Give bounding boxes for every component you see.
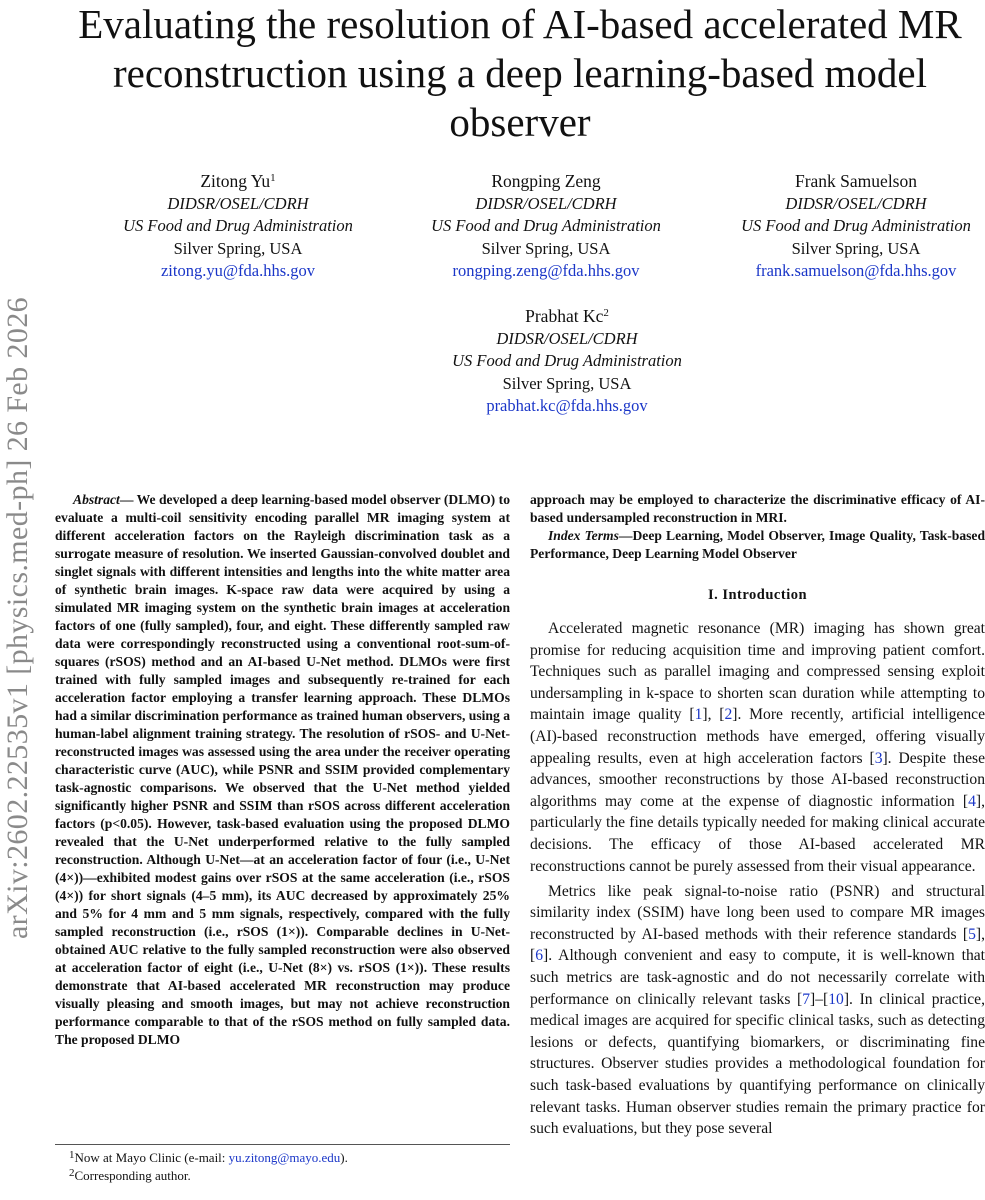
abstract-label: Abstract bbox=[73, 492, 120, 507]
author-email-link[interactable]: prabhat.kc@fda.hhs.gov bbox=[486, 396, 648, 415]
author-block bbox=[706, 170, 985, 283]
author-dept: DIDSR/OSEL/CDRH bbox=[475, 193, 617, 213]
index-terms-label: Index Terms bbox=[548, 528, 619, 543]
abstract-text: — We developed a deep learning-based model observer (DLMO) to evaluate a multi-coil sensitivity encoding parallel MR imaging system at different acceleration factors on the Rayleigh discrimination task as a surrogate measure of resolution. We inserted Gaussian-convolved doublet and singlet signals with different intensities and lengths into the white matter area of synthetic brain images. K-space raw data were acquired by using a simulated MR imaging system on the synthetic brain images at acceleration factors of one (fully sampled), four, and eight. These differently sampled raw data were correspondingly reconstructed using a conventional root-sum-of-squares (rSOS) method and an AI-based U-Net method. DLMOs were first trained with fully sampled images and subsequently re-trained for each acceleration factor employing a transfer learning approach. These DLMOs had a similar discrimination performance as trained human observers, using a human-label alignment training strategy. The resolution of rSOS- and U-Net-reconstructed images was assessed using the area under the receiver operating characteristic curve (AUC), while PSNR and SSIM provided complementary task-agnostic comparisons. We observed that the U-Net method yielded significantly higher PSNR and SSIM than rSOS across different acceleration factors (p<0.05). However, task-based evaluation using the proposed DLMO revealed that the U-Net underperformed relative to the fully sampled reconstruction. Although U-Net—at an acceleration factor of four (i.e., U-Net (4×))—exhibited modest gains over rSOS at the same acceleration (i.e., rSOS (4×)) for short signals (4–5 mm), its AUC decreased by approximately 25% and 5% for 4 mm and 5 mm signals, respectively, compared with the fully sampled reconstruction (i.e., rSOS (1×)). Comparable declines in U-Net-obtained AUC relative to the fully sampled reconstruction were also observed at acceleration factor of eight (i.e., U-Net (8×) vs. rSOS (1×)). These results demonstrate that AI-based accelerated MR reconstruction may produce visually pleasing and smooth images, but may not achieve reconstruction performance comparable to that of the rSOS method on fully sampled data. The proposed DLMO bbox=[55, 492, 510, 1047]
abstract bbox=[55, 491, 510, 1049]
author-name: Zitong Yu$^1$ bbox=[200, 171, 276, 191]
footnote: $^1$Now at Mayo Clinic (e-mail: yu.zitong@mayo.edu). bbox=[69, 1149, 348, 1165]
author-block bbox=[88, 170, 388, 283]
author-name: Prabhat Kc$^2$ bbox=[525, 306, 609, 326]
paragraph: Accelerated magnetic resonance (MR) imaging has shown great promise for reducing acquisition time and improving patient comfort. Techniques such as parallel imaging and compressed sensing exploit undersampling in k-space to shorten scan duration while attempting to maintain image quality [1], [2]. More recently, artificial intelligence (AI)-based reconstruction methods have emerged, offering visually appealing results, even at high acceleration factors [3]. Despite these advances, smoother reconstructions by those AI-based reconstruction algorithms may come at the expense of diagnostic information [4], particularly the fine details typically needed for making clinical accurate decisions. The efficacy of those AI-based accelerated MR reconstructions cannot be purely assessed from their visual appearance. bbox=[530, 620, 985, 875]
citation-link[interactable]: 3 bbox=[874, 749, 883, 767]
arxiv-id: arXiv:2602.22535v1 [physics.med-ph] 26 Feb 2026 bbox=[1, 296, 34, 940]
citation-link[interactable]: 7 bbox=[802, 990, 811, 1008]
section-heading: I. Introduction bbox=[707, 587, 808, 603]
citation-link[interactable]: 10 bbox=[828, 990, 844, 1008]
citation-link[interactable]: 4 bbox=[968, 792, 976, 810]
arxiv-sidebar bbox=[0, 238, 36, 998]
body-text bbox=[530, 618, 985, 1143]
author-org: US Food and Drug Administration bbox=[452, 351, 682, 370]
author-name: Rongping Zeng bbox=[491, 171, 601, 191]
author-org: US Food and Drug Administration bbox=[431, 216, 661, 235]
author-location: Silver Spring, USA bbox=[791, 238, 921, 258]
paper-title: Evaluating the resolution of AI-based accelerated MR reconstruction using a deep learning-based model observer bbox=[78, 1, 962, 145]
author-dept: DIDSR/OSEL/CDRH bbox=[785, 193, 927, 213]
index-terms bbox=[530, 527, 985, 563]
author-block bbox=[396, 170, 696, 283]
author-dept: DIDSR/OSEL/CDRH bbox=[496, 328, 638, 348]
index-terms-text: —Deep Learning, Model Observer, Image Quality, Task-based Performance, Deep Learning Model Observer bbox=[530, 528, 985, 561]
paragraph: Metrics like peak signal-to-noise ratio (PSNR) and structural similarity index (SSIM) have long been used to compare MR images reconstructed by AI-based methods with their reference standards [5], [6]. Although convenient and easy to compute, it is well-known that such metrics are task-agnostic and do not necessarily correlate with performance on clinically relevant tasks [7]–[10]. In clinical practice, medical images are acquired for specific clinical tasks, such as detecting lesions or defects, quantifying biomarkers, or discriminating fine structures. Observer studies provides a methodological foundation for such task-based evaluations by quantifying performance on clinically relevant tasks. Human observer studies remain the primary practice for such evaluations, but they pose several bbox=[530, 882, 985, 1138]
author-org: US Food and Drug Administration bbox=[741, 216, 971, 235]
author-dept: DIDSR/OSEL/CDRH bbox=[167, 193, 309, 213]
abstract-continuation: approach may be employed to characterize the discriminative efficacy of AI-based undersampled reconstruction in MRI. bbox=[530, 492, 985, 525]
author-email-link[interactable]: frank.samuelson@fda.hhs.gov bbox=[755, 261, 957, 280]
citation-link[interactable]: 2 bbox=[724, 706, 733, 724]
footnote-email-link[interactable]: yu.zitong@mayo.edu bbox=[228, 1150, 341, 1165]
author-org: US Food and Drug Administration bbox=[123, 216, 353, 235]
author-block bbox=[417, 305, 717, 418]
author-location: Silver Spring, USA bbox=[502, 373, 632, 393]
author-email-link[interactable]: zitong.yu@fda.hhs.gov bbox=[160, 261, 316, 280]
author-location: Silver Spring, USA bbox=[481, 238, 611, 258]
citation-link[interactable]: 5 bbox=[968, 925, 976, 943]
author-name: Frank Samuelson bbox=[794, 171, 917, 191]
author-email-link[interactable]: rongping.zeng@fda.hhs.gov bbox=[452, 261, 640, 280]
citation-link[interactable]: 6 bbox=[535, 947, 543, 965]
citation-link[interactable]: 1 bbox=[694, 706, 703, 724]
author-location: Silver Spring, USA bbox=[173, 238, 303, 258]
footnotes bbox=[55, 1144, 510, 1185]
footnote: $^2$Corresponding author. bbox=[69, 1167, 191, 1183]
